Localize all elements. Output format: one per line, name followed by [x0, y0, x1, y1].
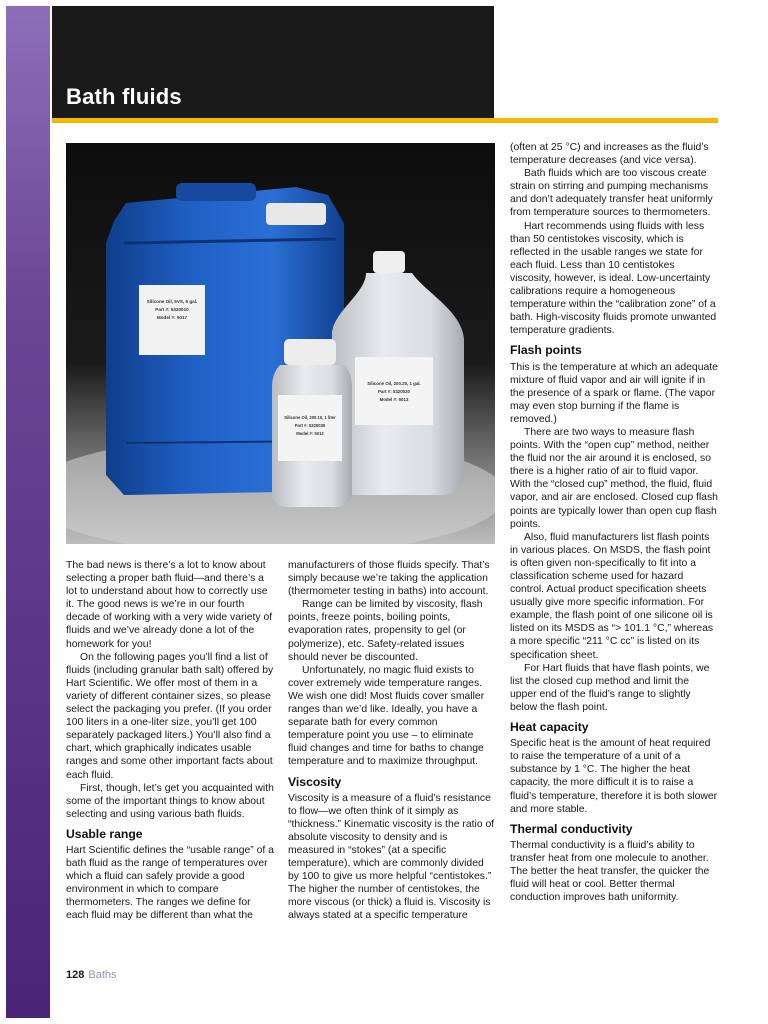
flash-point-definition-paragraph: This is the temperature at which an adequate mixture of fluid vapor and air will ignite if in the presence of a spark or flame. (The vapor may even stop burning if the flame is removed.) — [510, 361, 718, 425]
thermal-conductivity-paragraph: Thermal conductivity is a fluid’s ability to transfer heat from one molecule to another. The better the heat transfer, the quicker the fluid will heat or cool. Better thermal conduction improves bath uniformity. — [510, 839, 710, 904]
small-label-line-3: Model #: 5012 — [296, 431, 324, 436]
heading-viscosity: Viscosity — [288, 774, 342, 789]
large-label-line-3: Model #: 5017 — [156, 315, 188, 320]
range-limits-paragraph: Range can be limited by viscosity, flash points, freeze points, boiling points, evaporation rates, propensity to gel (or polymerize), etc. Safety-related issues should never be discounted. — [288, 599, 483, 663]
page-title: Bath fluids — [66, 84, 182, 109]
large-label-line-1: Silicone Oil, 5VS, 5 gal. — [146, 299, 198, 304]
medium-label-line-3: Model #: 5013 — [379, 397, 409, 402]
small-label-line-1: Silicone Oil, 200.10, 1 liter — [284, 415, 336, 420]
large-label-line-2: Part #: 5320010 — [155, 307, 189, 312]
no-magic-fluid-paragraph: Unfortunately, no magic fluid exists to cover extremely wide temperature ranges. We wish one did! Most fluids cover smaller ranges than we’d like. Ideally, you have a separate bath for every common temperature point you use – to eliminate fluid changes and time for baths to change temperature and to maximize throughput. — [288, 664, 485, 768]
recommendation-paragraph: Hart recommends using fluids with less than 50 centistokes viscosity, which is reflected in the usable ranges we state for each fluid. Less than 10 centistokes viscosity, however, is ideal. Low-uncertainty calibrations require a homogeneous temperature within the “calibration zone” of a bath. High-viscosity fluids promote unwanted temperature gradients. — [510, 220, 717, 337]
section-name: Baths — [88, 969, 117, 981]
heading-thermal-conductivity: Thermal conductivity — [510, 821, 633, 836]
product-photo — [66, 143, 495, 544]
msds-paragraph: Also, fluid manufacturers list flash points in various places. On MSDS, the flash point is often given non-specifically to fit into a classification scheme used for hazard control. Actual product specification sheets usually give more specific information. For example, the flash point of one silicone oil is listed on its MSDS as “> 101.1 °C,” whereas a more specific “211 °C cc” is listed on its specification sheet. — [510, 531, 714, 661]
medium-label-line-1: Silicone Oil, 200.20, 1 gal. — [367, 381, 421, 386]
too-viscous-paragraph: Bath fluids which are too viscous create strain on stirring and pumping mechanisms and don’t adequately transfer heat uniformly from temperature sources to thermometers. — [510, 168, 713, 219]
heat-capacity-paragraph: Specific heat is the amount of heat required to raise the temperature of a unit of a substance by 1 °C. The higher the heat capacity, the more difficult it is to raise a fluid’s temperature, therefore it is both slower and more stable. — [510, 738, 718, 815]
acquainted-paragraph: First, though, let’s get you acquainted with some of the important things to know about selecting and using various bath fluids. — [66, 782, 274, 820]
side-color-bar — [6, 6, 50, 1018]
usable-range-paragraph: Hart Scientific defines the “usable range” of a bath fluid as the range of temperatures over which a fluid can safely provide a good environment in which to compare thermometers. The ranges we define for each fluid may be different than what the — [66, 844, 274, 922]
heading-heat-capacity: Heat capacity — [510, 720, 589, 735]
flash-methods-paragraph: There are two ways to measure flash points. With the “open cup” method, neither the fluid nor the air around it is enclosed, so there is a higher ratio of air to fluid vapor. With the “closed cup” method, the fluid, fluid vapor, and air are enclosed. Closed cup flash points are typically lower than open cup flash points. — [510, 426, 718, 530]
hart-fluids-paragraph: For Hart fluids that have flash points, we list the closed cup method and limit the upper end of the fluid’s range to slightly below the flash point. — [510, 662, 710, 713]
column-1 — [66, 559, 274, 923]
page-number: 128 — [66, 969, 85, 981]
column-3 — [510, 141, 718, 904]
page-footer — [66, 969, 117, 981]
heading-usable-range: Usable range — [66, 826, 143, 841]
small-label-line-2: Part #: 5320030 — [294, 423, 326, 428]
intro-paragraph: The bad news is there’s a lot to know about selecting a proper bath fluid—and there’s a lot to understand about how to correctly use it. The good news is we’re in our fourth decade of working with a very wide variety of fluids and we’ve already done a lot of the homework for you! — [66, 560, 273, 650]
medium-label-line-2: Part #: 5320020 — [378, 389, 410, 394]
manufacturers-paragraph: manufacturers of those fluids specify. That’s simply because we’re taking the application (thermometer testing in baths) into account. — [288, 560, 490, 598]
viscosity-paragraph: Viscosity is a measure of a fluid’s resistance to flow—we often think of it simply as “thickness.” Kinematic viscosity is the ratio of absolute viscosity to density and is measured in “stokes” (at a specific temperature), which are commonly divided by 100 to give us more helpful “centistokes.” The higher the number of centistokes, the more viscous (or thick) a fluid is. Viscosity is always stated at a specific temperature — [288, 792, 495, 922]
viscosity-continued-paragraph: (often at 25 °C) and increases as the fluid’s temperature decreases (and vice versa). — [510, 142, 709, 167]
fluids-list-paragraph: On the following pages you’ll find a list of fluids (including granular bath salt) offered by Hart Scientific. We offer most of them in a variety of different container sizes, so please select the packaging you prefer. (If you order 100 liters in a one-liter size, you’ll get 100 separately packaged liters.) You’ll also find a chart, which graphically indicates usable ranges and some other important facts about each fluid. — [66, 651, 274, 781]
heading-flash-points: Flash points — [510, 343, 582, 358]
header-rule — [52, 118, 718, 123]
column-2 — [288, 559, 495, 923]
